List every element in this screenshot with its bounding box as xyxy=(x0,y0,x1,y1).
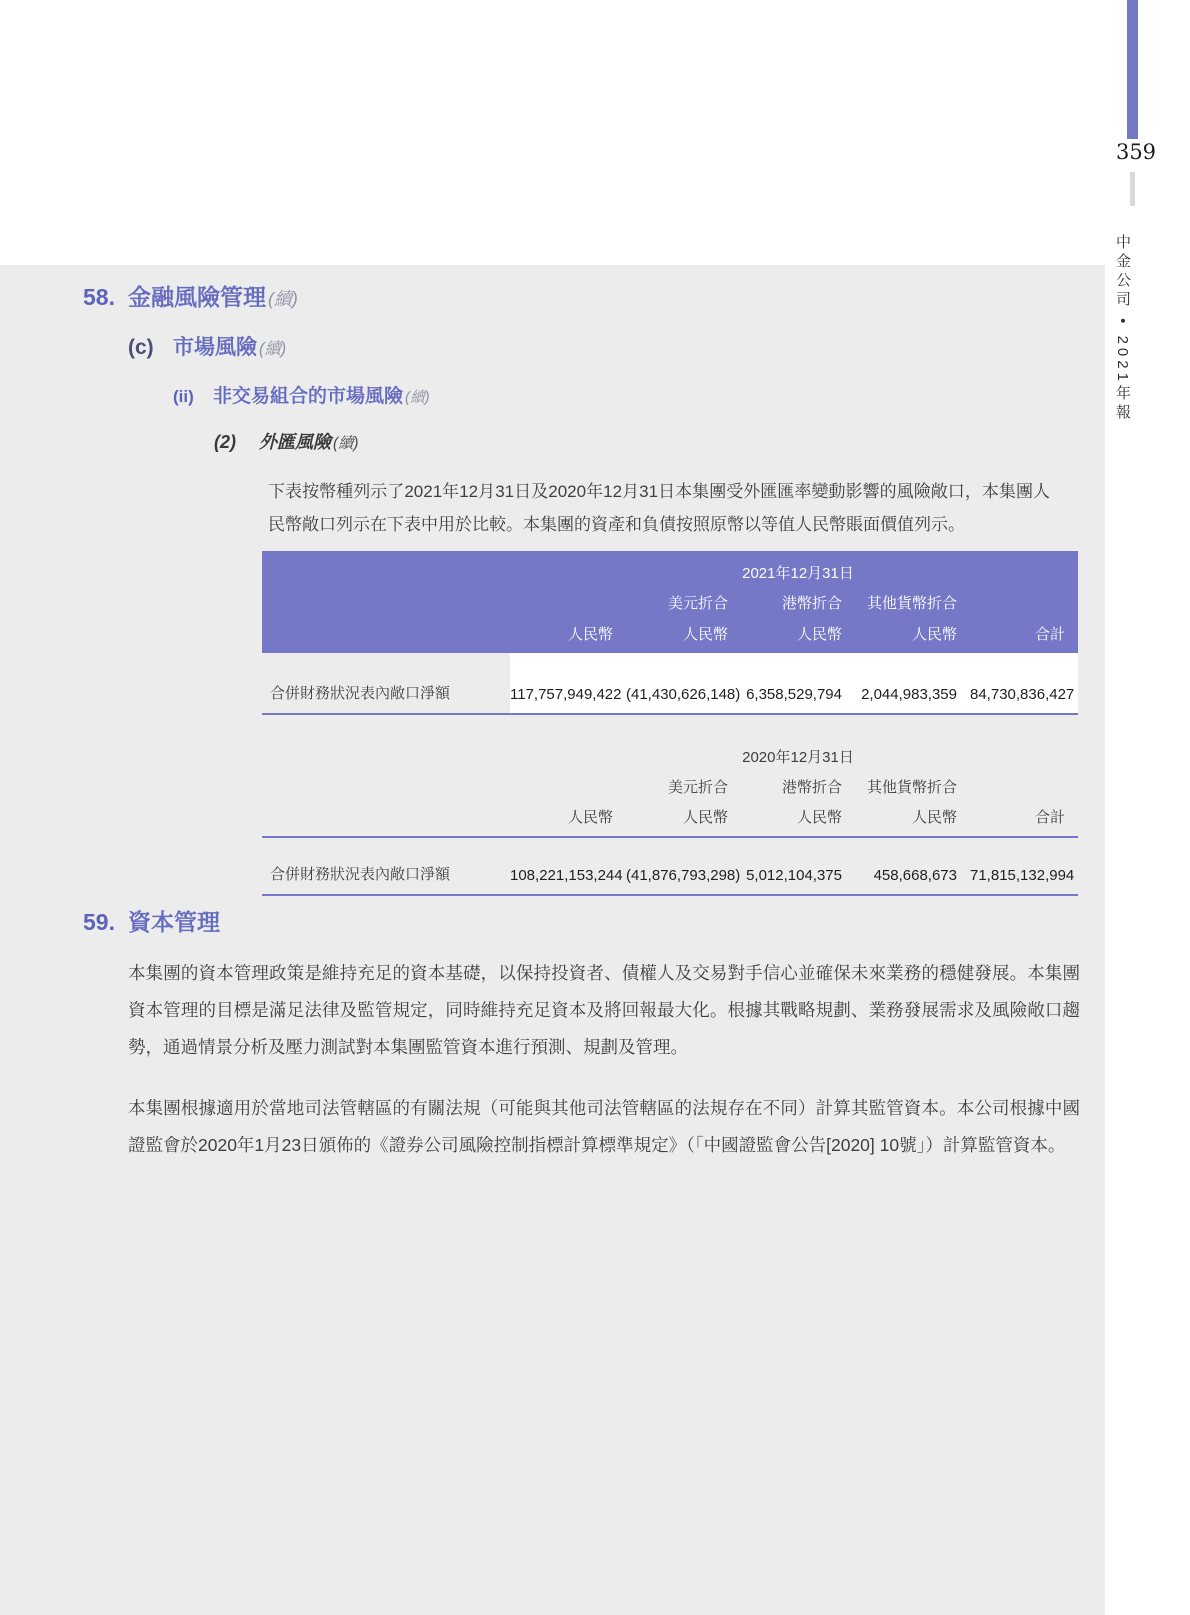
fx-risk-continued: (續) xyxy=(333,435,359,452)
table-2021-value-rmb: 117,757,949,422 xyxy=(510,653,626,714)
margin-tick xyxy=(1130,172,1135,206)
table-2021-group-other: 其他貨幣折合 xyxy=(855,585,970,615)
section-59-heading xyxy=(83,904,1105,937)
section-58-heading xyxy=(83,279,1105,312)
table-2020-value-hkd: 5,012,104,375 xyxy=(746,867,842,884)
table-2020-value-usd: (41,876,793,298) xyxy=(626,867,741,884)
subsection-c-continued: (續) xyxy=(259,340,287,358)
section-58-title: 金融風險管理 xyxy=(128,284,266,310)
table-2020-unit-usd: 人民幣 xyxy=(626,799,741,837)
table-2021-group-usd: 美元折合 xyxy=(626,585,741,615)
table-2021-unit-other: 人民幣 xyxy=(855,615,970,653)
table-2021-value-hkd: 6,358,529,794 xyxy=(741,653,855,714)
subsection-ii-heading xyxy=(173,381,1105,408)
table-2021-date: 2021年12月31日 xyxy=(626,551,970,585)
subsection-c-title: 市場風險 xyxy=(173,336,257,359)
table-2021-value-usd: (41,430,626,148) xyxy=(626,653,741,714)
table-2021-unit-usd: 人民幣 xyxy=(626,615,741,653)
table-2021-unit-hkd: 人民幣 xyxy=(741,615,855,653)
table-2020-value-total: 71,815,132,994 xyxy=(970,867,1075,884)
table-2020-group-usd: 美元折合 xyxy=(667,779,728,796)
content-sheet xyxy=(0,265,1105,1615)
table-2021-group-hkd: 港幣折合 xyxy=(741,585,855,615)
section-59-number: 59. xyxy=(83,909,115,935)
accent-bar xyxy=(1127,0,1138,139)
table-2020-row-label: 合併財務狀況表內敞口淨額 xyxy=(270,866,451,883)
fx-intro-paragraph: 下表按幣種列示了2021年12月31日及2020年12月31日本集團受外匯匯率變動影響的風險敞口，本集團人民幣敞口列示在下表中用於比較。本集團的資產和負債按照原幣以等值人民幣賬面價值列示。 xyxy=(268,482,1050,534)
fx-risk-number: (2) xyxy=(214,432,236,452)
table-2020-group-other: 其他貨幣折合 xyxy=(866,779,957,796)
table-2020-group-hkd: 港幣折合 xyxy=(781,779,842,796)
table-2021-row-label: 合併財務狀況表內敞口淨額 xyxy=(270,685,451,702)
fx-risk-title: 外匯風險 xyxy=(259,432,331,452)
table-2020-value-other: 458,668,673 xyxy=(873,867,957,884)
subsection-c-number: (c) xyxy=(128,336,154,359)
fx-risk-heading xyxy=(214,428,1105,454)
table-2020-group-row xyxy=(262,769,1078,799)
table-2020-date-row xyxy=(262,735,1078,769)
table-2020-data-row xyxy=(262,837,1078,895)
capital-paragraph-1: 本集團的資本管理政策是維持充足的資本基礎，以保持投資者、債權人及交易對手信心並確保未來業務的穩健發展。本集團資本管理的目標是滿足法律及監管規定，同時維持充足資本及將回報最大化。根據其戰略規劃、業務發展需求及風險敞口趨勢，通過情景分析及壓力測試對本集團監管資本進行預測、規劃及管理。 xyxy=(128,963,1080,1057)
subsection-ii-number: (ii) xyxy=(173,387,194,406)
table-2020-unit-row xyxy=(262,799,1078,837)
table-2021-value-total: 84,730,836,427 xyxy=(970,653,1078,714)
table-2020-unit-hkd: 人民幣 xyxy=(741,799,855,837)
table-2021-date-row xyxy=(262,551,1078,585)
table-2021-total-header: 合計 xyxy=(970,615,1078,653)
section-59-title: 資本管理 xyxy=(128,909,220,935)
table-2021-value-other: 2,044,983,359 xyxy=(855,653,970,714)
subsection-ii-continued: (續) xyxy=(405,390,430,406)
table-2021-unit-row xyxy=(262,615,1078,653)
table-2020-unit-rmb: 人民幣 xyxy=(510,799,626,837)
fx-exposure-table-2021 xyxy=(262,551,1078,715)
section-58-continued: (續) xyxy=(268,289,298,309)
page-number: 359 xyxy=(1115,140,1157,164)
section-58-number: 58. xyxy=(83,284,115,310)
table-2021-unit-rmb: 人民幣 xyxy=(510,615,626,653)
table-2021-group-row xyxy=(262,585,1078,615)
table-2021-data-row xyxy=(262,653,1078,714)
subsection-ii-title: 非交易組合的市場風險 xyxy=(213,386,404,407)
table-2020-unit-other: 人民幣 xyxy=(855,799,970,837)
capital-paragraph-2: 本集團根據適用於當地司法管轄區的有關法規（可能與其他司法管轄區的法規存在不同）計算其監管資本。本公司根據中國證監會於2020年1月23日頒佈的《證券公司風險控制指標計算標準規定》（「中國證監會公告[2020] 10號」）計算監管資本。 xyxy=(128,1098,1080,1155)
fx-exposure-table-2020 xyxy=(262,735,1078,896)
subsection-c-heading xyxy=(128,331,1105,361)
table-2020-total-header: 合計 xyxy=(970,799,1078,837)
table-2020-value-rmb: 108,221,153,244 xyxy=(510,867,623,884)
table-2020-date: 2020年12月31日 xyxy=(742,749,854,766)
report-vertical-title: 中金公司 • 2021年報 xyxy=(1114,234,1131,423)
